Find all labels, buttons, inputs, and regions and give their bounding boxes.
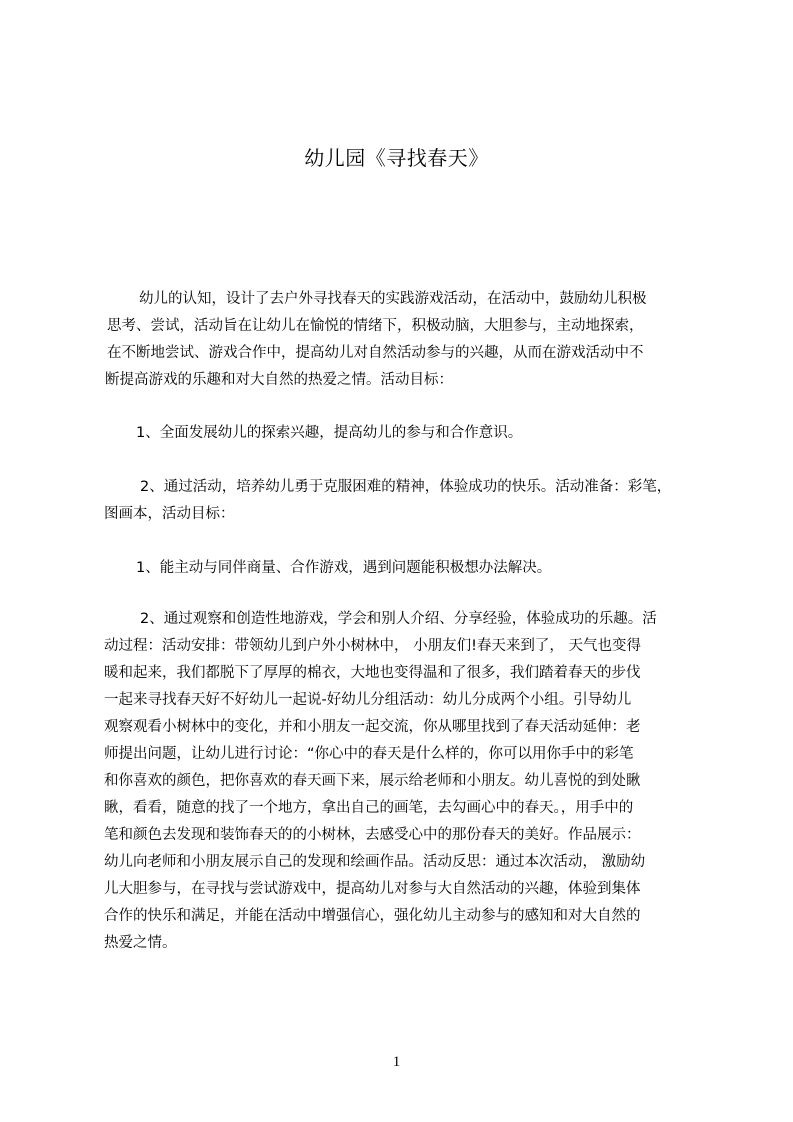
- paragraph-goal-1: [136, 420, 522, 447]
- text-line: 暖和起来，我们都脱下了厚厚的棉衣，大地也变得温和了很多，我们踏着春天的步伐: [104, 665, 641, 681]
- text-line: 幼儿的认知，设计了去户外寻找春天的实践游戏活动，在活动中，鼓励幼儿积极: [139, 291, 647, 307]
- text-line: 动过程：活动安排：带领幼儿到户外小树林中， 小朋友们!春天来到了， 天气也变得: [104, 638, 642, 654]
- text-line: 师提出问题，让幼儿进行讨论：“你心中的春天是什么样的，你可以用你手中的彩笔: [104, 746, 634, 762]
- text-line: 观察观看小树林中的变化，并和小朋友一起交流，你从哪里找到了春天活动延伸：老: [104, 719, 641, 735]
- paragraph-intro: [107, 286, 647, 394]
- text-line: 2、通过观察和创造性地游戏，学会和别人介绍、分享经验，体验成功的乐趣。活: [140, 611, 657, 627]
- text-line: 图画本，活动目标：: [104, 506, 235, 522]
- text-line: 瞅，看看，随意的找了一个地方，拿出自己的画笔，去勾画心中的春天。，用手中的: [104, 800, 634, 816]
- text-line: 儿大胆参与，在寻找与尝试游戏中，提高幼儿对参与大自然活动的兴趣，体验到集体: [104, 881, 641, 897]
- paragraph-goal-2: [104, 474, 671, 528]
- text-line: 1、能主动与同伴商量、合作游戏，遇到问题能积极想办法解决。: [136, 560, 552, 576]
- paragraph-goal-3: [136, 555, 551, 582]
- text-line: 2、通过活动，培养幼儿勇于克服困难的精神，体验成功的快乐。活动准备：彩笔，: [140, 479, 672, 495]
- document-title: 幼儿园《寻找春天》: [304, 146, 489, 170]
- paragraph-process: [104, 606, 657, 957]
- page-number: 1: [392, 1054, 401, 1070]
- text-line: 和你喜欢的颜色，把你喜欢的春天画下来，展示给老师和小朋友。幼儿喜悦的到处瞅: [104, 773, 641, 789]
- text-line: 1、全面发展幼儿的探索兴趣，提高幼儿的参与和合作意识。: [136, 425, 523, 441]
- text-line: 热爱之情。: [104, 935, 177, 951]
- text-line: 一起来寻找春天好不好幼儿一起说-好幼儿分组活动：幼儿分成两个小组。引导幼儿: [104, 692, 632, 708]
- text-line: 断提高游戏的乐趣和对大自然的热爱之情。活动目标：: [105, 372, 453, 388]
- text-line: 在不断地尝试、游戏合作中，提高幼儿对自然活动参与的兴趣，从而在游戏活动中不: [107, 345, 644, 361]
- text-line: 合作的快乐和满足，并能在活动中增强信心，强化幼儿主动参与的感知和对大自然的: [104, 908, 641, 924]
- text-line: 思考、尝试，活动旨在让幼儿在愉悦的情绪下，积极动脑，大胆参与，主动地探索，: [107, 318, 644, 334]
- text-line: 笔和颜色去发现和装饰春天的的小树林，去感受心中的那份春天的美好。作品展示：: [104, 827, 641, 843]
- text-line: 幼儿向老师和小朋友展示自己的发现和绘画作品。活动反思：通过本次活动， 激励幼: [104, 854, 646, 870]
